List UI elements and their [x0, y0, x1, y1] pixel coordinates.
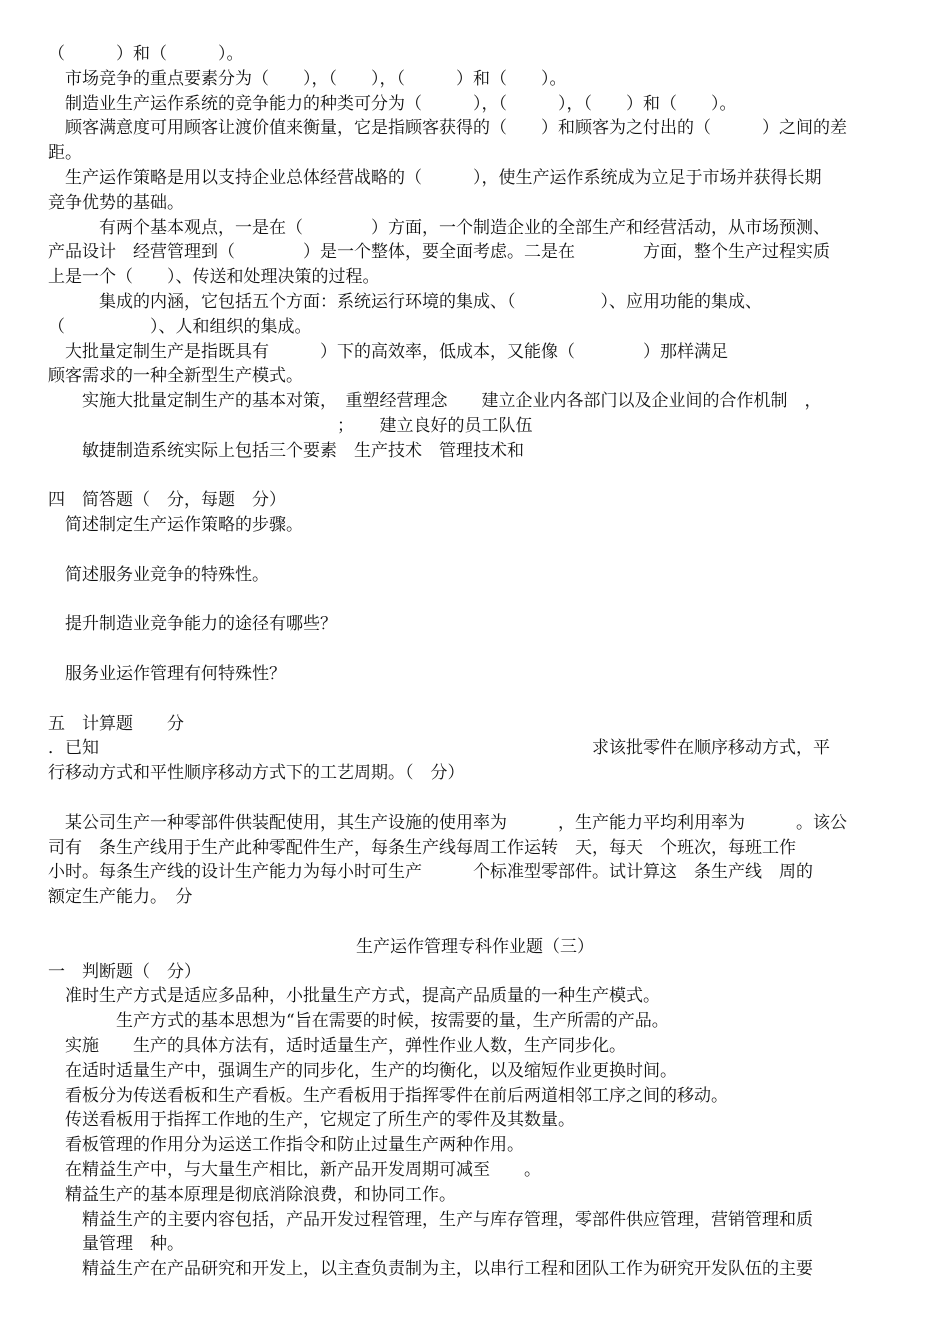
text-line: 简述服务业竞争的特殊性。: [48, 564, 269, 585]
text-line: 某公司生产一种零部件供装配使用，其生产设施的使用率为 ，生产能力平均利用率为 。该公: [48, 812, 847, 833]
text-line: 看板管理的作用分为运送工作指令和防止过量生产两种作用。: [48, 1135, 524, 1156]
text-line: （ ）、人和组织的集成。: [48, 316, 312, 337]
text-line: 一 判断题（ 分）: [48, 961, 201, 982]
text-line: 精益生产的主要内容包括，产品开发过程管理，生产与库存管理，零部件供应管理，营销管理和质: [48, 1209, 813, 1230]
text-line: 四 简答题（ 分，每题 分）: [48, 490, 286, 511]
text-line: 传送看板用于指挥工作地的生产，它规定了所生产的零件及其数量。: [48, 1110, 575, 1131]
text-line: 实施 生产的具体方法有，适时适量生产，弹性作业人数，生产同步化。: [48, 1036, 626, 1056]
text-line: 在适时适量生产中，强调生产的同步化，生产的均衡化，以及缩短作业更换时间。: [48, 1060, 677, 1081]
text-line: 敏捷制造系统实际上包括三个要素 生产技术 管理技术和: [48, 440, 524, 461]
text-line: 市场竞争的重点要素分为（ ），（ ），（ ）和（ ）。: [48, 68, 567, 89]
text-line: 量管理 种。: [48, 1234, 184, 1255]
text-line: 顾客满意度可用顾客让渡价值来衡量，它是指顾客获得的（ ）和顾客为之付出的（ ）之间的差: [48, 118, 847, 139]
text-line: 顾客需求的一种全新型生产模式。: [48, 366, 303, 387]
text-line: 有两个基本观点，一是在（ ）方面，一个制造企业的全部生产和经营活动，从市场预测、: [48, 217, 830, 238]
section-title: 生产运作管理专科作业题（三）: [356, 936, 594, 957]
text-line: 简述制定生产运作策略的步骤。: [48, 515, 303, 536]
text-line: 距。: [48, 143, 82, 164]
text-line: 小时。每条生产线的设计生产能力为每小时可生产 个标准型零部件。试计算这 条生产线 周的: [48, 862, 813, 883]
text-line: 五 计算题 分: [48, 713, 184, 734]
text-line: 额定生产能力。 分: [48, 887, 193, 908]
text-line: 大批量定制生产是指既具有 ）下的高效率，低成本，又能像（ ）那样满足: [48, 341, 728, 362]
text-line: 竞争优势的基础。: [48, 192, 184, 213]
text-line: 生产方式的基本思想为“旨在需要的时候，按需要的量，生产所需的产品。: [48, 1011, 669, 1032]
text-line: ．已知 求该批零件在顺序移动方式，平: [48, 738, 830, 759]
text-line: 司有 条生产线用于生产此种零配件生产，每条生产线每周工作运转 天，每天 个班次，每班工作: [48, 837, 796, 858]
text-line: 精益生产的基本原理是彻底消除浪费，和协同工作。: [48, 1184, 456, 1205]
text-line: 准时生产方式是适应多品种，小批量生产方式，提高产品质量的一种生产模式。: [48, 986, 660, 1007]
text-line: 在精益生产中，与大量生产相比，新产品开发周期可减至 。: [48, 1160, 541, 1180]
text-line: ； 建立良好的员工队伍: [48, 416, 533, 436]
text-line: 上是一个（ ）、传送和处理决策的过程。: [48, 267, 380, 288]
text-line: 精益生产在产品研究和开发上，以主查负责制为主，以串行工程和团队工作为研究开发队伍的主要: [48, 1259, 813, 1280]
text-line: 服务业运作管理有何特殊性？: [48, 664, 286, 684]
text-line: 产品设计 经营管理到（ ）是一个整体，要全面考虑。二是在 方面，整个生产过程实质: [48, 242, 830, 263]
text-line: 实施大批量定制生产的基本对策， 重塑经营理念 建立企业内各部门以及企业间的合作机制 ，: [48, 391, 822, 412]
text-line: 集成的内涵，它包括五个方面：系统运行环境的集成、（ ）、应用功能的集成、: [48, 292, 762, 312]
text-line: 生产运作策略是用以支持企业总体经营战略的（ ），使生产运作系统成为立足于市场并获得长期: [48, 168, 822, 188]
text-line: （ ）和（ ）。: [48, 44, 244, 64]
text-line: 提升制造业竞争能力的途径有哪些？: [48, 614, 337, 635]
text-line: 制造业生产运作系统的竞争能力的种类可分为（ ），（ ），（ ）和（ ）。: [48, 93, 737, 114]
text-line: 看板分为传送看板和生产看板。生产看板用于指挥零件在前后两道相邻工序之间的移动。: [48, 1085, 728, 1106]
text-line: 行移动方式和平性顺序移动方式下的工艺周期。（ 分）: [48, 763, 465, 784]
